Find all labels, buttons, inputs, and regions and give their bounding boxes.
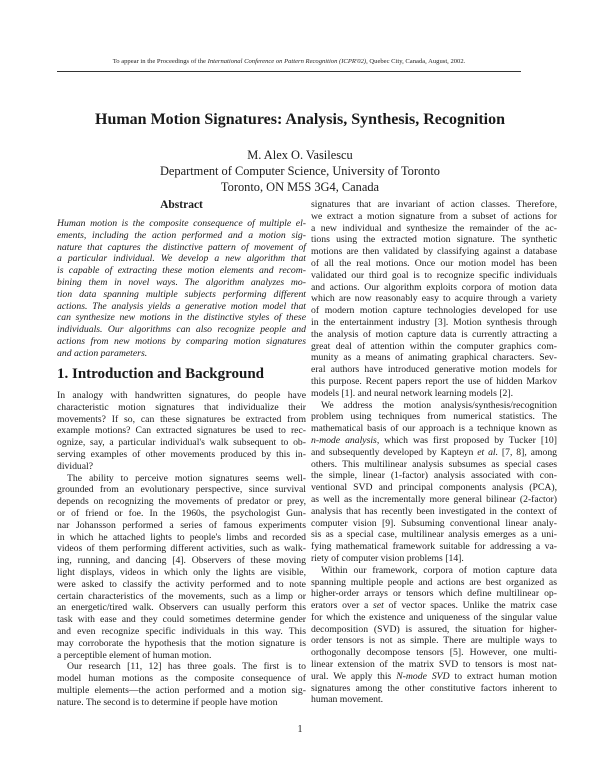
text-segment: ural. We apply this bbox=[311, 670, 397, 682]
text-line bbox=[311, 671, 557, 683]
text-line: were asked to classify the activity performed and to note bbox=[57, 578, 306, 590]
text-line: In analogy with handwritten signatures, do people have bbox=[57, 390, 306, 401]
text-line: ing, running, and dancing [4]. Observers of these moving bbox=[57, 555, 306, 567]
italic-text: et al. bbox=[477, 446, 499, 458]
text-line: munity as a means of animating graphical characters. Sev- bbox=[311, 352, 557, 364]
text-line: eral authors have introduced generative motion models for bbox=[311, 364, 557, 376]
text-line: riety of computer vision problems [14]. bbox=[311, 552, 464, 564]
italic-text: N-mode SVD bbox=[396, 670, 450, 682]
header-rule bbox=[57, 71, 521, 72]
text-line: videos of them performing different activities, such as walk- bbox=[57, 543, 306, 555]
text-line: example motions? Can extracted signatures be used to rec- bbox=[57, 425, 306, 437]
text-line: and action parameters. bbox=[57, 347, 148, 359]
text-line: nature. The second is to determine if people have motion bbox=[57, 696, 278, 708]
text-line: a new individual and synthesize the remainder of the ac- bbox=[311, 222, 557, 234]
paper-title: Human Motion Signatures: Analysis, Synthesis, Recognition bbox=[95, 111, 505, 128]
author-affiliation: Department of Computer Science, University of Toronto bbox=[159, 164, 441, 178]
text-line: computer vision [9]. Subsuming conventional linear analy- bbox=[311, 517, 557, 529]
text-line: actions. The analysis yields a generative motion model that bbox=[57, 300, 306, 312]
text-line: the simple, linear (1-factor) analysis associated with con- bbox=[311, 470, 557, 482]
text-line: Human motion is the composite consequence of multiple el- bbox=[57, 218, 306, 229]
text-segment: and subsequently developed by Kapteyn bbox=[311, 446, 478, 458]
text-line: others. This multilinear analysis subsumes as special cases bbox=[311, 458, 557, 470]
text-line: analysis that has recently been investigated in the context of bbox=[311, 505, 557, 517]
text-line: may corroborate the hypothesis that the motion signature is bbox=[57, 637, 306, 649]
text-line: Our research [11, 12] has three goals. The first is to bbox=[67, 661, 306, 673]
text-line: The ability to perceive motion signatures seems well- bbox=[67, 472, 306, 484]
left-column-body bbox=[57, 390, 306, 709]
text-segment: [7, 8], among bbox=[498, 446, 558, 458]
text-line: characteristic motion signatures that individualize their bbox=[57, 401, 306, 413]
text-segment: to extract human motion bbox=[449, 670, 557, 682]
text-line: mathematical basis of our approach is a technique known as bbox=[311, 423, 557, 435]
text-line: multiple elements—the action performed and a motion sig- bbox=[57, 684, 306, 696]
italic-text: set bbox=[373, 600, 384, 612]
abstract-body bbox=[57, 218, 306, 360]
text-line: or of friend or foe. In the 1960s, the psychologist Gun- bbox=[57, 507, 306, 519]
text-line: fying mathematical framework suitable for addressing a va- bbox=[311, 541, 557, 553]
text-line: individuals. Our algorithms can also recognize people and bbox=[57, 324, 306, 336]
text-line: ements, including the action performed and a motion sig- bbox=[57, 229, 306, 241]
right-column-body bbox=[311, 199, 557, 706]
text-line: in which he attached lights to people's limbs and recorded bbox=[57, 531, 306, 543]
text-line: task with ease and they could sometimes determine gender bbox=[57, 614, 306, 626]
text-line: model human motions as the composite consequence of bbox=[57, 673, 306, 685]
text-line bbox=[311, 600, 557, 612]
italic-text: n-mode analysis bbox=[311, 434, 377, 446]
text-line: can synthesize new motions in the distinctive styles of these bbox=[57, 312, 306, 324]
text-line: tion data spanning multiple subjects performing different bbox=[57, 288, 306, 300]
text-line: signatures among the other constitutive factors inherent to bbox=[311, 682, 557, 694]
text-line: nature that captures the distinctive pattern of movement of bbox=[57, 241, 306, 253]
text-segment: of vector spaces. Unlike the matrix case bbox=[383, 600, 558, 612]
text-line bbox=[311, 435, 557, 447]
text-line: linear extension of the matrix SVD to tensors is most nat- bbox=[311, 659, 557, 671]
text-line: great deal of attention within the computer graphics com- bbox=[311, 340, 557, 352]
section-heading: 1. Introduction and Background bbox=[57, 366, 265, 382]
text-line: in the entertainment industry [3]. Motion synthesis through bbox=[311, 316, 557, 328]
text-line: grounded from an evolutionary perspective, since survival bbox=[57, 484, 306, 496]
text-line: for which the existence and uniqueness of the singular value bbox=[311, 611, 557, 623]
text-line: higher-order arrays or tensors which define multilinear op- bbox=[311, 588, 557, 600]
text-segment: To appear in the Proceedings of the bbox=[112, 58, 208, 65]
text-line: the analysis of motion capture data is currently attracting a bbox=[311, 328, 557, 340]
text-segment: , Quebec City, Canada, August, 2002. bbox=[366, 58, 466, 65]
text-line bbox=[311, 447, 557, 459]
text-line: models [1]. and neural network learning models [2]. bbox=[311, 387, 514, 399]
text-line: is capable of extracting these motion elements and recom- bbox=[57, 265, 306, 277]
text-line: and even recognize specific individuals in this way. This bbox=[57, 625, 306, 637]
text-line: an energetic/tired walk. Observers can usually perform this bbox=[57, 602, 306, 614]
text-line: Within our framework, corpora of motion capture data bbox=[321, 564, 557, 576]
text-line: problem using techniques from numerical statistics. The bbox=[311, 411, 557, 423]
author-address: Toronto, ON M5S 3G4, Canada bbox=[220, 180, 380, 194]
text-line: tions using the extracted motion signature. The synthetic bbox=[311, 234, 557, 246]
text-line: spanning multiple people and actions are best organized as bbox=[311, 576, 557, 588]
text-line: sis as a special case, multilinear analysis emerges as a uni- bbox=[311, 529, 557, 541]
text-segment: erators over a bbox=[311, 600, 374, 612]
text-line: we extract a motion signature from a subset of actions for bbox=[311, 210, 557, 222]
text-line: order tensors is not as simple. There are multiple ways to bbox=[311, 635, 557, 647]
text-segment: , which was first proposed by Tucker [10] bbox=[376, 434, 557, 446]
text-line: light displays, videos in which only the lights are visible, bbox=[57, 566, 306, 578]
text-line: which are now reasonably easy to acquire through a variety bbox=[311, 293, 557, 305]
abstract-heading: Abstract bbox=[160, 199, 203, 211]
text-line: motions are then validated by classifying against a database bbox=[311, 246, 557, 258]
text-line: dividual? bbox=[57, 460, 94, 472]
text-line: signatures that are invariant of action classes. Therefore, bbox=[311, 199, 557, 210]
text-line: We address the motion analysis/synthesis/recognition bbox=[321, 399, 557, 411]
italic-text: International Conference on Pattern Recognition (ICPR'02) bbox=[207, 58, 367, 65]
author-name: M. Alex O. Vasilescu bbox=[247, 148, 353, 162]
text-line: this purpose. Recent papers report the use of hidden Markov bbox=[311, 375, 557, 387]
text-line: depends on recognizing the movements of predator or prey, bbox=[57, 496, 306, 508]
text-line: actions from new motions by comparing motion signatures bbox=[57, 335, 306, 347]
text-line: and actions. Our algorithm exploits corpora of motion data bbox=[311, 281, 557, 293]
text-line: as well as the incrementally more general bilinear (2-factor) bbox=[311, 493, 557, 505]
text-line: validated our third goal is to recognize specific individuals bbox=[311, 269, 557, 281]
text-line: of modern motion capture technologies developed for use bbox=[311, 305, 557, 317]
text-line: ognize, say, a particular individual's walk subsequent to ob- bbox=[57, 437, 306, 449]
text-line: decomposition (SVD) is assured, the situation for higher- bbox=[311, 623, 557, 635]
text-line: ventional SVD and principal components analysis (PCA), bbox=[311, 482, 557, 494]
text-line: certain characteristics of the movements, such as a limp or bbox=[57, 590, 306, 602]
text-line: serving examples of other movements produced by this in- bbox=[57, 448, 306, 460]
text-line: orthogonally decompose tensors [5]. However, one multi- bbox=[311, 647, 557, 659]
text-line: bining them in novel ways. The algorithm analyzes mo- bbox=[57, 276, 306, 288]
text-line: nar Johansson performed a series of famous experiments bbox=[57, 519, 306, 531]
running-header bbox=[57, 58, 521, 65]
text-line: of all the real motions. Once our motion model has been bbox=[311, 257, 557, 269]
text-line: a particular individual. We develop a new algorithm that bbox=[57, 253, 306, 265]
text-line: human movement. bbox=[311, 694, 384, 706]
page-number: 1 bbox=[297, 724, 303, 735]
text-line: a perceptible element of human motion. bbox=[57, 649, 212, 661]
text-line: movements? If so, can these signatures be extracted from bbox=[57, 413, 306, 425]
